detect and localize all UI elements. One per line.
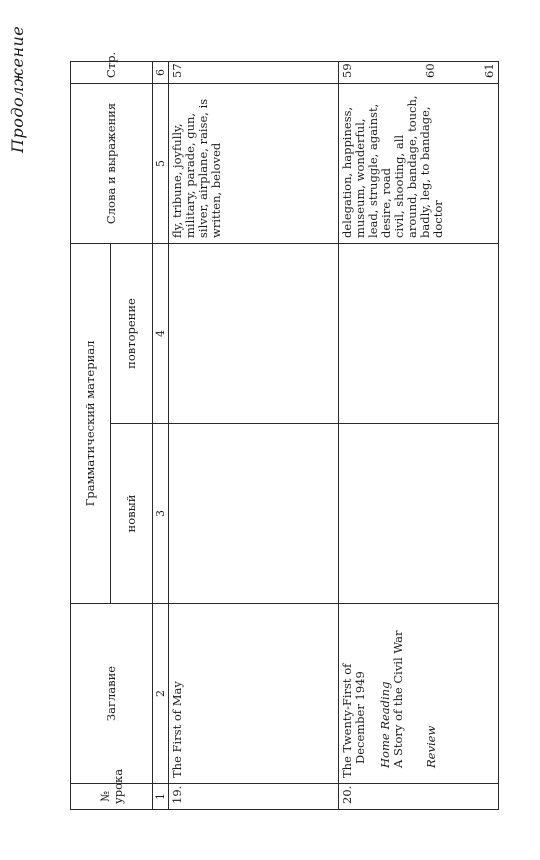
column-number: 6	[153, 61, 169, 83]
table-row	[169, 61, 339, 809]
page-number-cell	[339, 61, 499, 83]
lesson-number: 20.	[339, 784, 499, 810]
header-grammar: Грамматический материал	[71, 243, 111, 603]
home-reading-title: A Story of the Civil War	[391, 630, 405, 768]
grammar-new-cell	[339, 424, 499, 604]
page-number: 60	[423, 63, 437, 78]
lesson-words: delegation, happiness, museum, wonderful, lead, struggle, against, desire, road	[340, 103, 393, 238]
column-number: 2	[153, 604, 169, 784]
header-lesson-no: № урока	[71, 784, 153, 810]
home-reading-label: Home Reading	[378, 681, 392, 768]
column-number-row	[153, 61, 169, 809]
page-number: 57	[169, 61, 339, 83]
header-page: Стр.	[71, 61, 153, 83]
continuation-label: Продолжение	[8, 25, 27, 153]
column-number: 5	[153, 83, 169, 243]
column-number: 3	[153, 424, 169, 604]
lesson-number: 19.	[169, 784, 339, 810]
column-number: 1	[153, 784, 169, 810]
lesson-table	[70, 51, 499, 810]
column-number: 4	[153, 243, 169, 423]
grammar-new-cell	[169, 424, 339, 604]
grammar-review-cell	[339, 243, 499, 423]
header-grammar-new: новый	[111, 424, 153, 604]
lesson-title: The Twenty-First of December 1949	[340, 663, 367, 778]
lesson-title: The First of May	[169, 604, 339, 784]
lesson-title-cell	[339, 604, 499, 784]
review-label: Review	[424, 725, 438, 768]
lesson-words: civil, shooting, all around, bandage, touch, badly, leg, to bandage, doctor	[392, 95, 445, 238]
page-number: 59	[340, 63, 354, 78]
lesson-words: fly, tribune, joyfully, military, parade, gun, silver, airplane, raise, is written, beloved	[169, 83, 339, 243]
header-words: Слова и выражения	[71, 83, 153, 243]
header-grammar-review: повторение	[111, 243, 153, 423]
header-title: Заглавие	[71, 604, 153, 784]
header-row	[71, 61, 111, 809]
lesson-words-cell	[339, 83, 499, 243]
table-row	[339, 61, 499, 809]
grammar-review-cell	[169, 243, 339, 423]
page-number: 61	[482, 63, 496, 78]
